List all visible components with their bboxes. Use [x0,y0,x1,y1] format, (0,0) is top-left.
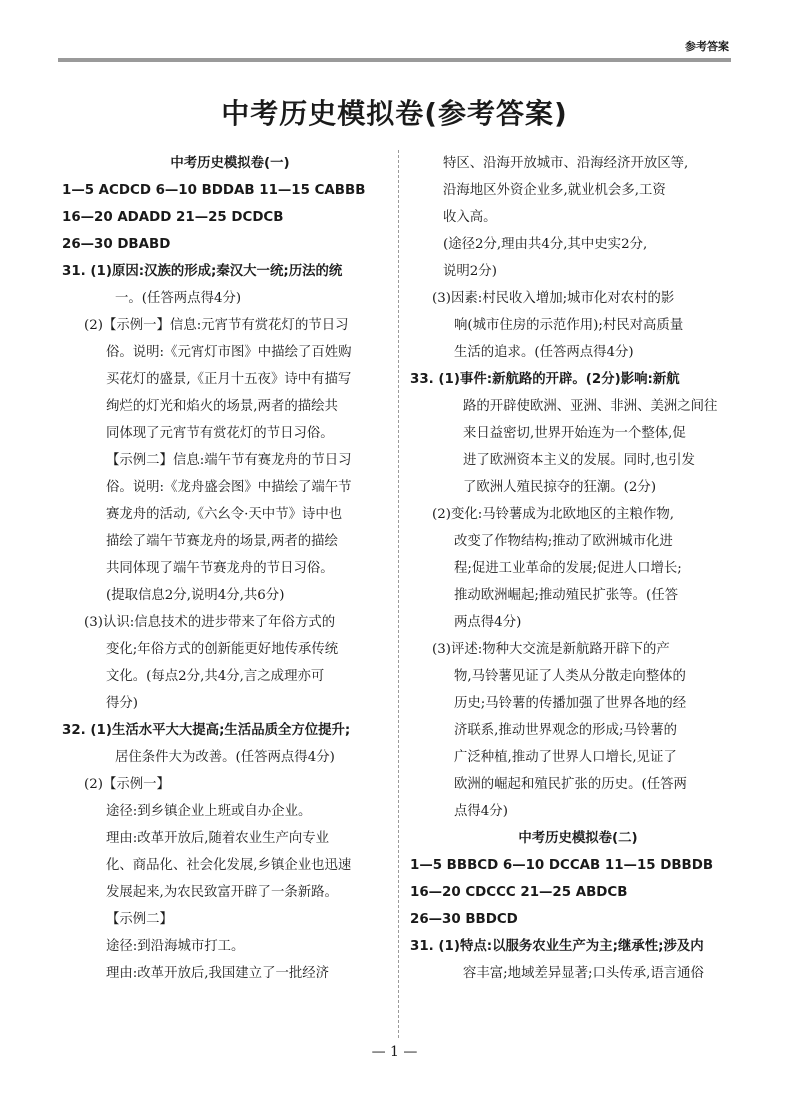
answer-line: (3)认识:信息技术的进步带来了年俗方式的 [84,615,336,630]
header-label: 参考答案 [685,40,729,53]
answer-line: 32. (1)生活水平大大提高;生活品质全方位提升; [62,723,351,738]
answer-line: (提取信息2分,说明4分,共6分) [106,588,285,603]
right-column [410,150,746,987]
answer-line: 1—5 BBBCD 6—10 DCCAB 11—15 DBBDB [410,858,714,873]
answer-line: 33. (1)事件:新航路的开辟。(2分)影响:新航 [410,372,680,387]
answer-line: 说明2分) [443,264,497,279]
answer-line: 推动欧洲崛起;推动殖民扩张等。(任答 [454,588,678,603]
answer-line: 物,马铃薯见证了人类从分散走向整体的 [454,669,686,684]
answer-line: 绚烂的灯光和焰火的场景,两者的描绘共 [106,399,338,414]
answer-line: 31. (1)特点:以服务农业生产为主;继承性;涉及内 [410,939,704,954]
header-rule [58,58,731,62]
answer-line: 理由:改革开放后,随着农业生产向专业 [106,831,330,846]
answer-line: 了欧洲人殖民掠夺的狂潮。(2分) [463,480,657,495]
answer-line: 途径:到乡镇企业上班或自办企业。 [106,804,312,819]
answer-line: 赛龙舟的活动,《六幺令·天中节》诗中也 [106,507,343,522]
answer-line: 买花灯的盛景,《正月十五夜》诗中有描写 [106,372,352,387]
answer-line: 俗。说明:《龙舟盛会图》中描绘了端午节 [106,480,352,495]
answer-line: 生活的追求。(任答两点得4分) [454,345,634,360]
answer-line: (途径2分,理由共4分,其中史实2分, [443,237,648,252]
answer-line: 变化;年俗方式的创新能更好地传承传统 [106,642,339,657]
answer-line: 路的开辟使欧洲、亚洲、非洲、美洲之间往 [463,399,718,414]
answer-line: 共同体现了端午节赛龙舟的节日习俗。 [106,561,334,576]
answer-line: 同体现了元宵节有赏花灯的节日习俗。 [106,426,334,441]
answer-line: 【示例二】信息:端午节有赛龙舟的节日习 [106,453,352,468]
answer-line: 【示例二】 [106,912,173,927]
answer-line: 16—20 CDCCC 21—25 ABDCB [410,885,628,900]
answer-line: 居住条件大为改善。(任答两点得4分) [115,750,335,765]
answer-line: 1—5 ACDCD 6—10 BDDAB 11—15 CABBB [62,183,366,198]
answer-line: 欧洲的崛起和殖民扩张的历史。(任答两 [454,777,687,792]
left-column [62,150,398,987]
answer-line: 特区、沿海开放城市、沿海经济开放区等, [443,156,689,171]
answer-line: 一。(任答两点得4分) [115,291,242,306]
answer-line: 进了欧洲资本主义的发展。同时,也引发 [463,453,695,468]
answer-line: (3)因素:村民收入增加;城市化对农村的影 [432,291,675,306]
answer-line: 俗。说明:《元宵灯市图》中描绘了百姓购 [106,345,352,360]
answer-line: 文化。(每点2分,共4分,言之成理亦可 [106,669,325,684]
answer-line: 发展起来,为农民致富开辟了一条新路。 [106,885,338,900]
section-heading: 中考历史模拟卷(二) [518,831,638,846]
answer-line: (2)变化:马铃薯成为北欧地区的主粮作物, [432,507,674,522]
answer-line: 途径:到沿海城市打工。 [106,939,245,954]
answer-line: 两点得4分) [454,615,522,630]
answer-line: 31. (1)原因:汉族的形成;秦汉大一统;历法的统 [62,264,343,279]
answer-line: 济联系,推动世界观念的形成;马铃薯的 [454,723,678,738]
answer-line: (3)评述:物种大交流是新航路开辟下的产 [432,642,670,657]
answer-line: 程;促进工业革命的发展;促进人口增长; [454,561,682,576]
answer-line: 16—20 ADADD 21—25 DCDCB [62,210,284,225]
answer-line: 点得4分) [454,804,508,819]
answer-line: 得分) [106,696,139,711]
answer-line: 广泛种植,推动了世界人口增长,见证了 [454,750,677,765]
column-divider [398,150,399,1038]
answer-line: 响(城市住房的示范作用);村民对高质量 [454,318,684,333]
page-title: 中考历史模拟卷(参考答案) [221,97,568,130]
answer-line: (2)【示例一】信息:元宵节有赏花灯的节日习 [84,318,349,333]
answer-line: 化、商品化、社会化发展,乡镇企业也迅速 [106,858,352,873]
section-heading: 中考历史模拟卷(一) [170,156,290,171]
answer-line: 26—30 DBABD [62,237,171,252]
answer-line: 收入高。 [443,210,497,225]
answer-line: 来日益密切,世界开始连为一个整体,促 [463,426,686,441]
answer-line: 描绘了端午节赛龙舟的场景,两者的描绘 [106,534,338,549]
answer-line: 理由:改革开放后,我国建立了一批经济 [106,966,330,981]
answer-line: 历史;马铃薯的传播加强了世界各地的经 [454,696,687,711]
answer-line: 沿海地区外资企业多,就业机会多,工资 [443,183,666,198]
answer-line: (2)【示例一】 [84,777,170,792]
answer-line: 改变了作物结构;推动了欧洲城市化进 [454,534,673,549]
answer-line: 容丰富;地域差异显著;口头传承,语言通俗 [463,966,704,981]
page-number: — 1 — [371,1044,418,1060]
answer-line: 26—30 BBDCD [410,912,518,927]
